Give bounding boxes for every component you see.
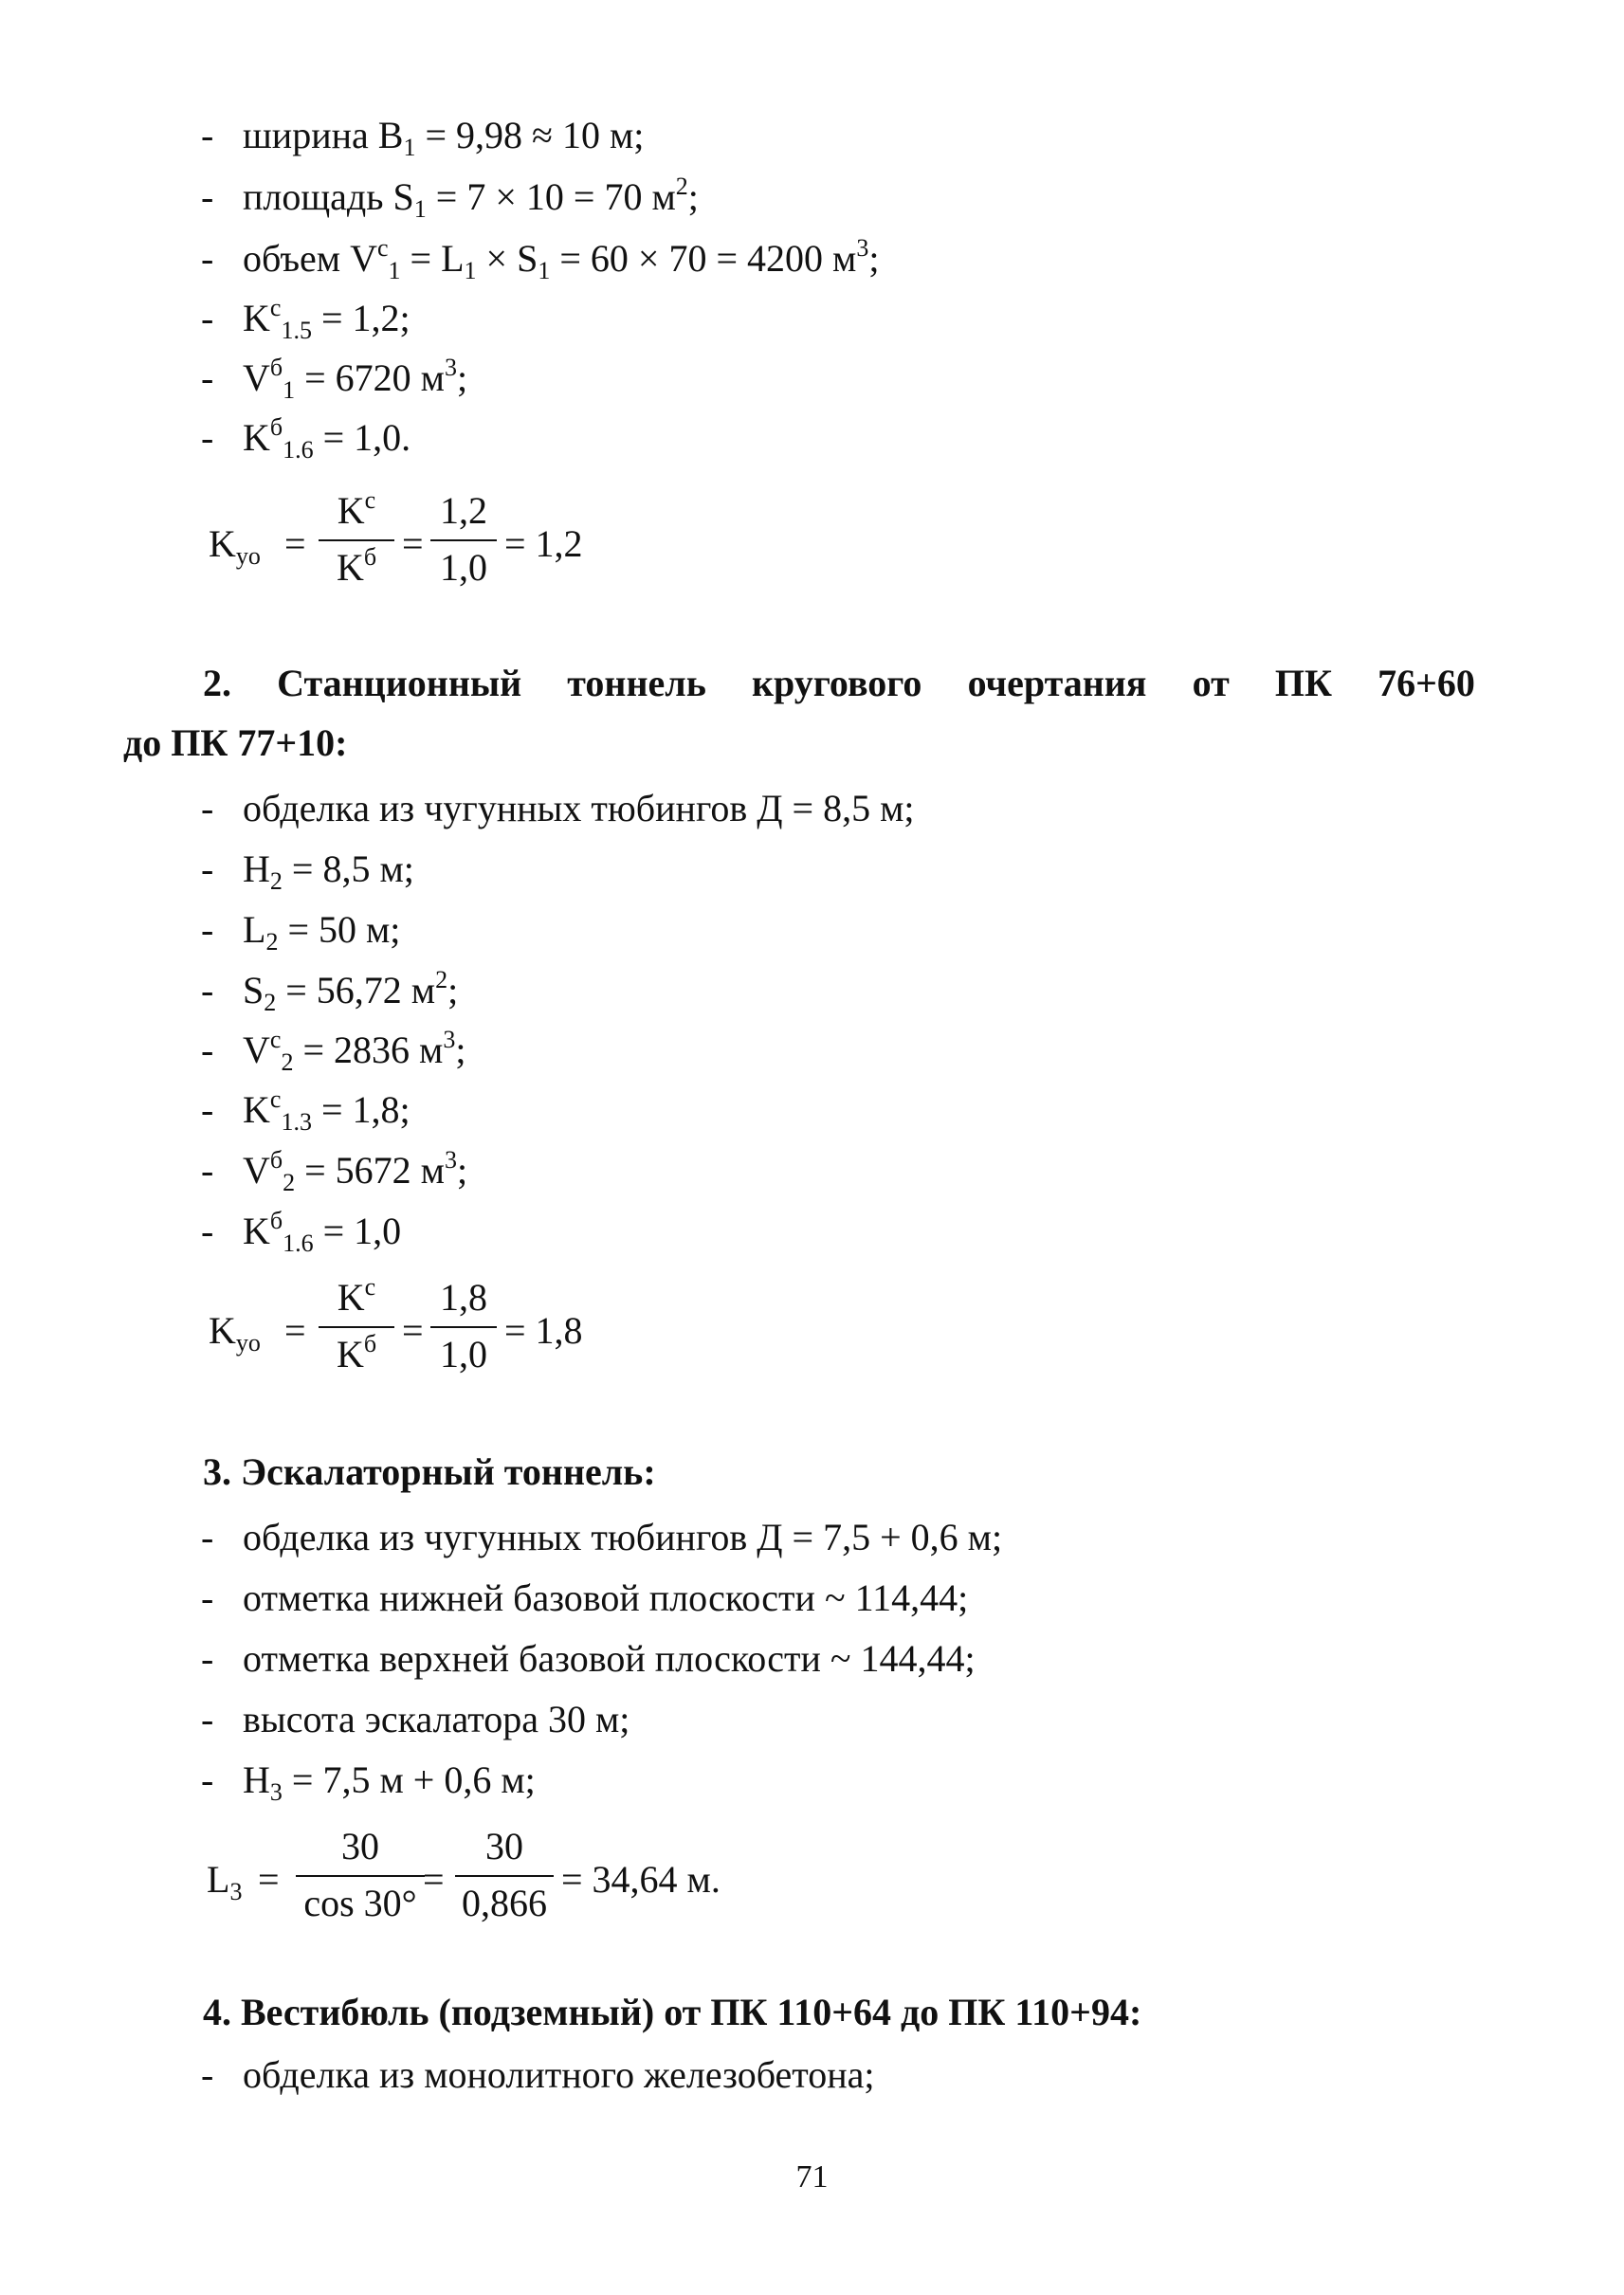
list-item-text: $K^с_{1.3} = 1,8$; [243, 1085, 411, 1136]
list-dash: - [201, 175, 214, 218]
page-number: 71 [795, 2159, 829, 2195]
list-item-text: $L_2 = 50$ м; [243, 908, 401, 956]
list-dash: - [201, 1516, 214, 1558]
list-dash: - [201, 1698, 214, 1740]
heading-word: тоннель [567, 662, 706, 704]
list-dash: - [201, 1149, 214, 1192]
formula-result: = 34,64 м. [561, 1858, 721, 1901]
formula-lhs: $L_3$ [207, 1858, 243, 1905]
section2-heading-line1 [203, 660, 1475, 707]
heading-word: Станционный [277, 662, 522, 704]
list-dash: - [201, 416, 214, 459]
section4-heading: 4. Вестибюль (подземный) от ПК 110+64 до ПК 110+94: [203, 1991, 1142, 2033]
formula-k-yo-1: $K_{yo}$ = $K^c$ $K^б$ = 1,2 1,0 = 1,2 [209, 486, 583, 589]
list-item-text: $K^б_{1.6} = 1,0$. [243, 413, 411, 464]
list-dash: - [201, 237, 214, 280]
list-item-text: $V^с_2 = 2836$ $м^3$; [243, 1026, 466, 1076]
list-dash: - [201, 787, 214, 829]
formula-result: = 1,8 [504, 1309, 583, 1352]
list-item-text: обделка из чугунных тюбингов Д = 8,5 м; [243, 787, 915, 829]
formula-equals: = [284, 1309, 306, 1352]
formula-result: = 1,2 [504, 522, 583, 565]
list-dash: - [201, 847, 214, 890]
formula-lhs: $K_{yo}$ [209, 522, 261, 570]
heading-word: ПК [1274, 662, 1332, 704]
list-item-text: $S_2 = 56,72$ $м^2$; [243, 966, 459, 1016]
heading-word: 2. [203, 662, 231, 704]
list-dash: - [201, 1637, 214, 1680]
formula-lhs: $K_{yo}$ [209, 1309, 261, 1357]
list-item-text: обделка из монолитного железобетона; [243, 2053, 875, 2096]
formula-equals: = [284, 522, 306, 565]
list-item-text: $H_3 = 7,5$ м + 0,6 м; [243, 1758, 536, 1806]
list-item-text: отметка нижней базовой плоскости ~ 114,44; [243, 1576, 969, 1619]
list-dash: - [201, 2053, 214, 2096]
list-dash: - [201, 1029, 214, 1071]
list-dash: - [201, 114, 214, 156]
list-item-text: ширина $B_1 = 9,98 \approx 10$ м; [243, 114, 645, 161]
list-dash: - [201, 1576, 214, 1619]
section3-heading: 3. Эскалаторный тоннель: [203, 1450, 656, 1493]
formula-equals: = [258, 1858, 280, 1901]
heading-word: 76+60 [1378, 662, 1475, 704]
section2-heading-line2: до ПК 77+10: [123, 721, 348, 764]
list-item-text: объем $V^с_1 = L_1 \times S_1 = 60 \times 70 = 4200$ $м^3$; [243, 234, 880, 284]
list-item-text: обделка из чугунных тюбингов Д = 7,5 + 0,6 м; [243, 1516, 1003, 1558]
heading-word: от [1192, 662, 1230, 704]
list-item-text: $H_2 = 8,5$ м; [243, 847, 414, 895]
list-dash: - [201, 908, 214, 951]
list-item-text: отметка верхней базовой плоскости ~ 144,44; [243, 1637, 976, 1680]
list-item-text: $V^б_2 = 5672$ $м^3$; [243, 1146, 468, 1196]
list-dash: - [201, 1088, 214, 1131]
list-item-text: высота эскалатора 30 м; [243, 1698, 630, 1740]
heading-word: кругового [752, 662, 922, 704]
formula-l3: $L_3$ = 30 cos 30° = 30 0,866 = 34,64 м. [207, 1825, 721, 1924]
list-item-text: $K^б_{1.6} = 1,0$ [243, 1207, 402, 1257]
list-dash: - [201, 356, 214, 399]
list-dash: - [201, 969, 214, 1011]
list-item-text: $K^с_{1.5} = 1,2$; [243, 294, 411, 344]
list-item-text: площадь $S_1 = 7 \times 10 = 70$ $м^2$; [243, 173, 699, 223]
formula-k-yo-2: $K_{yo}$ = $K^c$ $K^б$ = 1,8 1,0 = 1,8 [209, 1273, 583, 1375]
list-dash: - [201, 1758, 214, 1801]
list-dash: - [201, 297, 214, 339]
list-dash: - [201, 1210, 214, 1252]
heading-word: очертания [967, 662, 1147, 704]
list-item-text: $V^б_1 = 6720$ $м^3$; [243, 354, 468, 404]
